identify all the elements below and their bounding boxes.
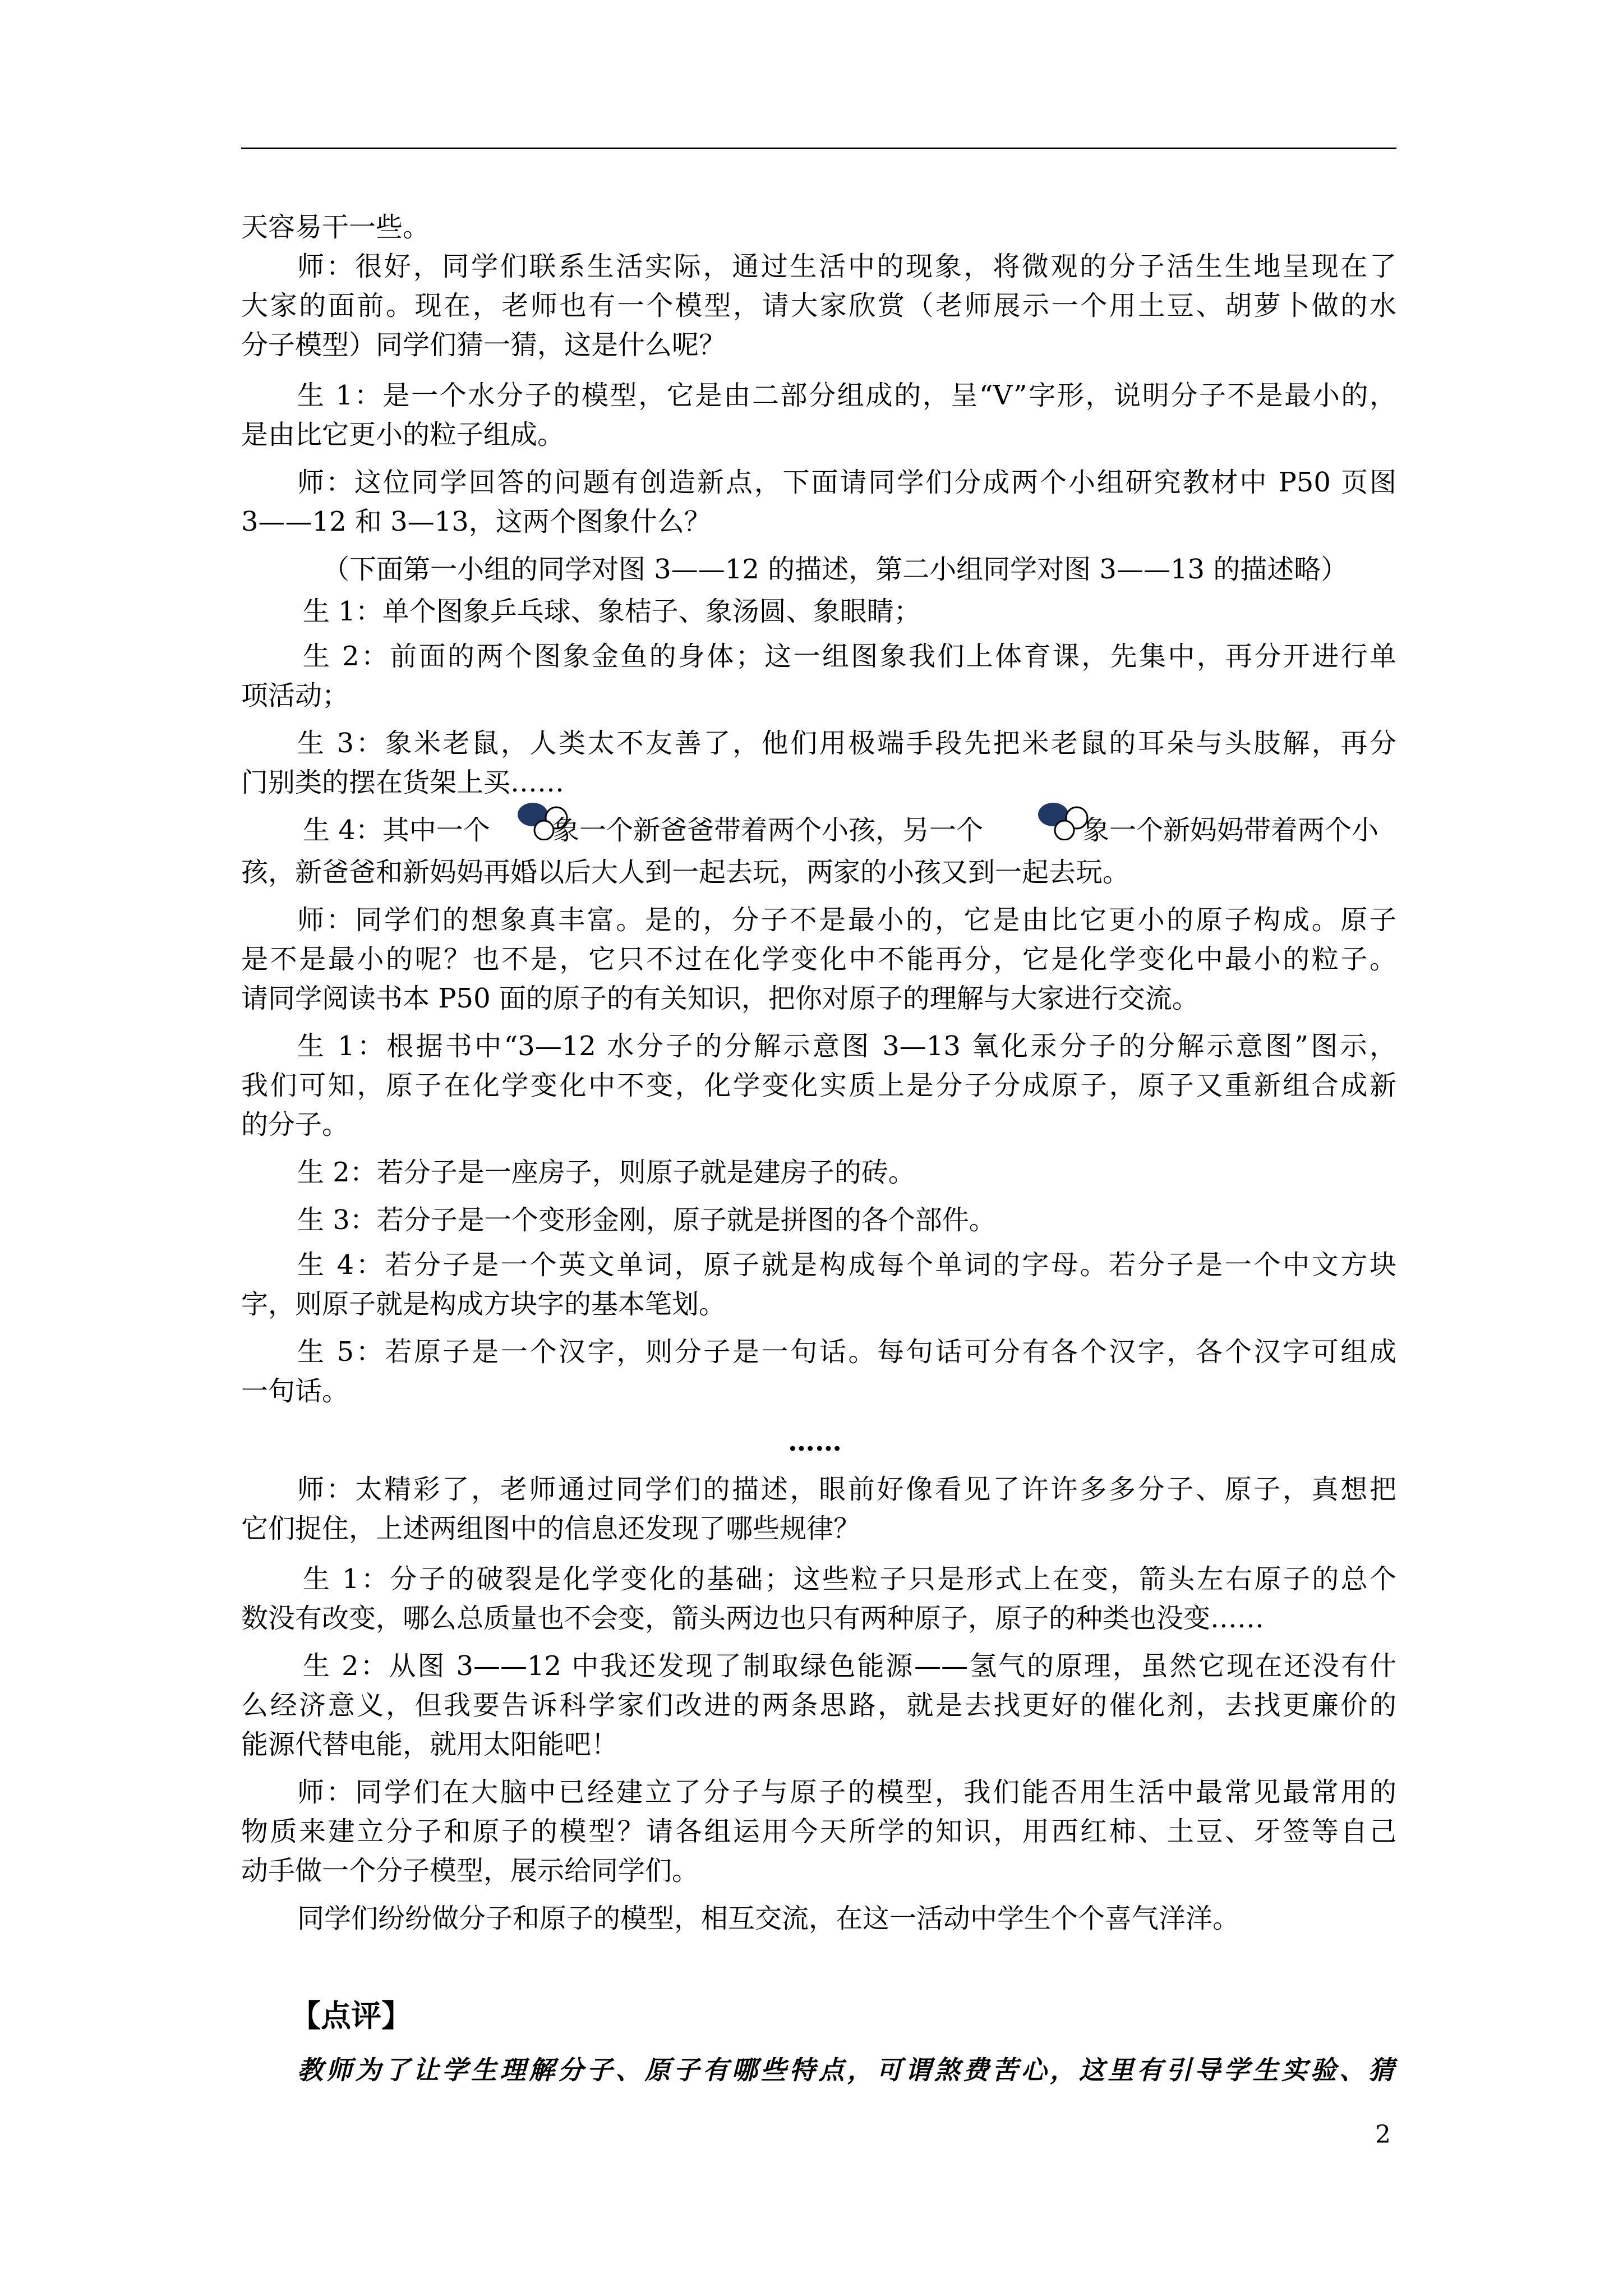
paragraph-line: 同学们纷纷做分子和原子的模型，相互交流，在这一活动中学生个个喜气洋洋。 <box>297 1903 1240 1934</box>
paragraph-line: 生 2：前面的两个图象金鱼的身体；这一组图象我们上体育课，先集中，再分开进行单 <box>303 641 1396 672</box>
paragraph-line: 生 4：若分子是一个英文单词，原子就是构成每个单词的字母。若分子是一个中文方块 <box>297 1249 1396 1281</box>
paragraph-line: 字，则原子就是构成方块字的基本笔划。 <box>241 1289 726 1320</box>
paragraph-line: 动手做一个分子模型，展示给同学们。 <box>241 1855 699 1887</box>
page-number: 2 <box>1375 2120 1391 2149</box>
paragraph-line: 是由比它更小的粒子组成。 <box>241 419 565 450</box>
paragraph-line: 生 2：从图 3——12 中我还发现了制取绿色能源——氢气的原理，虽然它现在还没有什 <box>303 1650 1396 1682</box>
paragraph-line: 天容易干一些。 <box>241 211 430 243</box>
paragraph-line: 么经济意义，但我要告诉科学家们改进的两条思路，就是去找更好的催化剂，去找更廉价的 <box>241 1690 1396 1721</box>
paragraph-line: 师：太精彩了，老师通过同学们的描述，眼前好像看见了许许多多分子、原子，真想把 <box>297 1474 1396 1505</box>
paragraph-line: 生 5：若原子是一个汉字，则分子是一句话。每句话可分有各个汉字，各个汉字可组成 <box>297 1336 1396 1368</box>
paragraph-line: 象一个新妈妈带着两个小 <box>1082 815 1379 846</box>
paragraph-line: 师：很好，同学们联系生活实际，通过生活中的现象，将微观的分子活生生地呈现在了 <box>297 251 1396 282</box>
paragraph-line: 数没有改变，哪么总质量也不会变，箭头两边也只有两种原子，原子的种类也没变…… <box>241 1603 1265 1634</box>
paragraph-line: 象一个新爸爸带着两个小孩，另一个 <box>552 815 984 846</box>
paragraph-line: 生 3：象米老鼠，人类太不友善了，他们用极端手段先把米老鼠的耳朵与头肢解，再分 <box>297 728 1396 759</box>
paragraph-line: 生 1：分子的破裂是化学变化的基础；这些粒子只是形式上在变，箭头左右原子的总个 <box>303 1563 1396 1595</box>
paragraph-line: 门别类的摆在货架上买…… <box>241 767 565 798</box>
paragraph-line: 分子模型）同学们猜一猜，这是什么呢？ <box>241 329 726 361</box>
paragraph-line: 大家的面前。现在，老师也有一个模型，请大家欣赏（老师展示一个用土豆、胡萝卜做的水 <box>241 290 1396 321</box>
paragraph-line: 物质来建立分子和原子的模型？请各组运用今天所学的知识，用西红柿、土豆、牙签等自己 <box>241 1816 1396 1847</box>
paragraph-line: 项活动； <box>241 680 349 711</box>
comment-heading: 【点评】 <box>291 1998 412 2033</box>
paragraph-line: 请同学阅读书本 P50 面的原子的有关知识，把你对原子的理解与大家进行交流。 <box>241 983 1199 1014</box>
paragraph-line: 师：同学们的想象真丰富。是的，分子不是最小的，它是由比它更小的原子构成。原子 <box>297 904 1396 936</box>
paragraph-line: 是不是最小的呢？也不是，它只不过在化学变化中不能再分，它是化学变化中最小的粒子。 <box>241 944 1396 975</box>
paragraph-line: 生 1：根据书中“3—12 水分子的分解示意图 3—13 氧化汞分子的分解示意图”图示， <box>297 1030 1396 1062</box>
paragraph-line: 我们可知，原子在化学变化中不变，化学变化实质上是分子分成原子，原子又重新组合成新 <box>241 1070 1396 1101</box>
paragraph-line: 生 3：若分子是一个变形金刚，原子就是拼图的各个部件。 <box>297 1204 996 1236</box>
paragraph-line: 生 1：单个图象乒乓球、象桔子、象汤圆、象眼睛； <box>303 596 921 627</box>
paragraph-line: 3——12 和 3—13，这两个图象什么？ <box>241 506 711 537</box>
paragraph-line: 能源代替电能，就用太阳能吧！ <box>241 1729 619 1760</box>
paragraph-line: 一句话。 <box>241 1375 349 1407</box>
paragraph-line: 师：这位同学回答的问题有创造新点，下面请同学们分成两个小组研究教材中 P50 页图 <box>297 467 1396 498</box>
paragraph-line: 生 2：若分子是一座房子，则原子就是建房子的砖。 <box>297 1157 915 1188</box>
paragraph-line: 孩，新爸爸和新妈妈再婚以后大人到一起去玩，两家的小孩又到一起去玩。 <box>241 857 1130 888</box>
paragraph-line: （下面第一小组的同学对图 3——12 的描述，第二小组同学对图 3——13 的描述略） <box>322 554 1348 585</box>
paragraph-line: 它们捉住，上述两组图中的信息还发现了哪些规律？ <box>241 1513 861 1544</box>
comment-text: 教师为了让学生理解分子、原子有哪些特点，可谓煞费苦心，这里有引导学生实验、猜 <box>297 2055 1396 2085</box>
header-rule <box>241 148 1396 149</box>
paragraph-line: 生 1：是一个水分子的模型，它是由二部分组成的，呈“V”字形，说明分子不是最小的， <box>297 380 1396 411</box>
ellipsis-separator: …… <box>788 1426 842 1457</box>
paragraph-line: 的分子。 <box>241 1109 349 1140</box>
paragraph-line: 师：同学们在大脑中已经建立了分子与原子的模型，我们能否用生活中最常见最常用的 <box>297 1777 1396 1808</box>
paragraph-line: 生 4：其中一个 <box>303 815 490 846</box>
